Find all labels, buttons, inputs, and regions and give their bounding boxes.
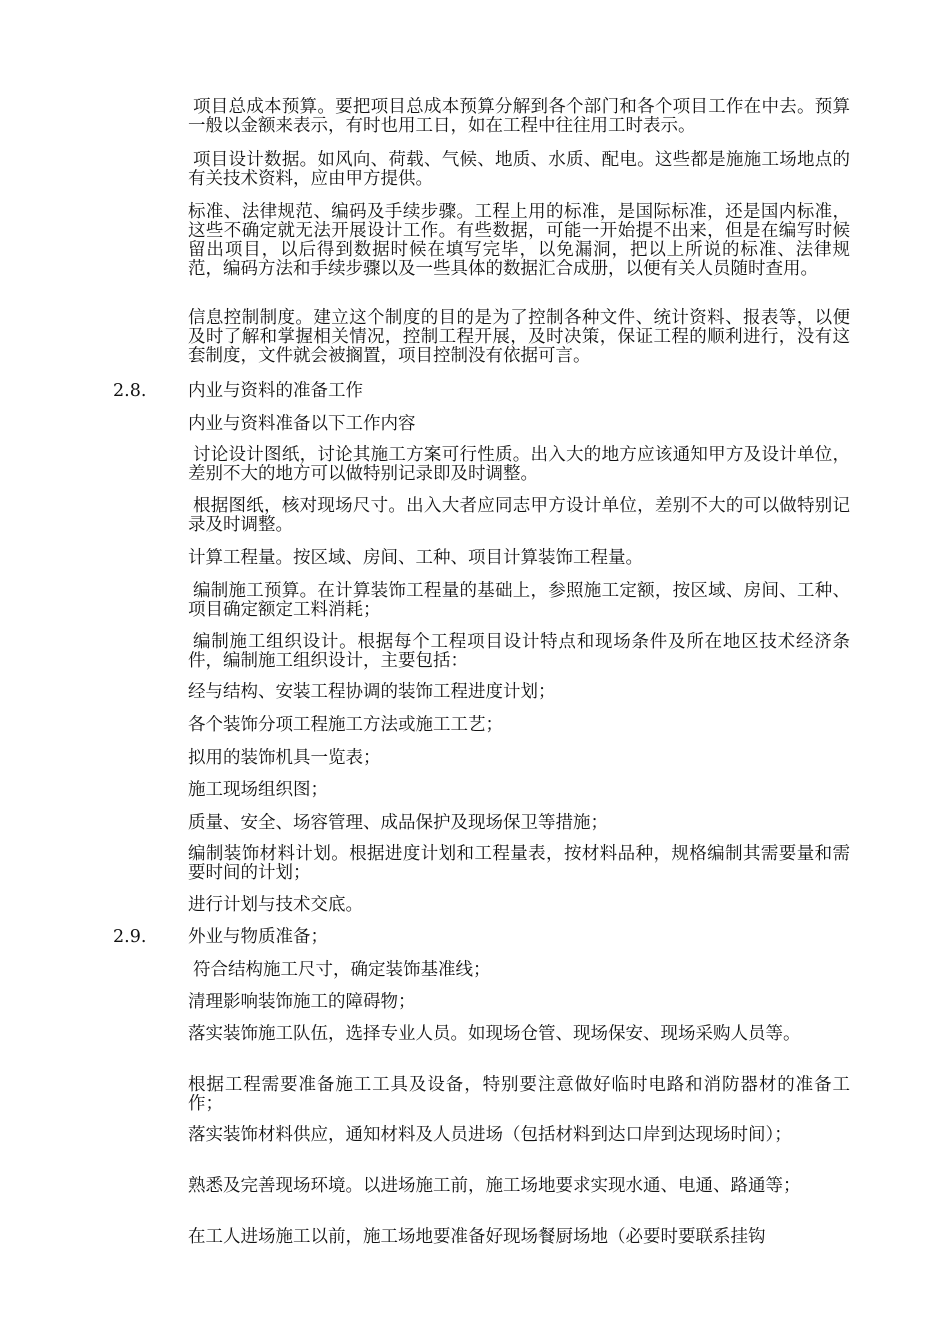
paragraph-information-control: 信息控制制度。建立这个制度的目的是为了控制各种文件、统计资料、报表等，以便及时了解和掌握相关情况，控制工程开展，及时决策，保证工程的顺利进行，没有这套制度，文件就会被搁置，项目控制没有依据可言。 — [188, 308, 850, 366]
list-item: 进行计划与技术交底。 — [188, 895, 363, 915]
list-item: 编制施工组织设计。根据每个工程项目设计特点和现场条件及所在地区技术经济条件，编制施工组织设计，主要包括： — [188, 632, 850, 671]
list-item: 讨论设计图纸，讨论其施工方案可行性质。出入大的地方应该通知甲方及设计单位，差别不大的地方可以做特别记录即及时调整。 — [188, 445, 850, 484]
list-item: 质量、安全、场容管理、成品保护及现场保卫等措施； — [188, 813, 608, 833]
list-item: 经与结构、安装工程协调的装饰工程进度计划； — [188, 682, 556, 702]
section-number: 2.8. — [113, 381, 147, 401]
list-item: 施工现场组织图； — [188, 780, 328, 800]
section-number: 2.9. — [113, 927, 147, 947]
list-item: 清理影响装饰施工的障碍物； — [188, 992, 416, 1012]
paragraph-standards: 标准、法律规范、编码及手续步骤。工程上用的标准，是国际标准，还是国内标准，这些不确定就无法开展设计工作。有些数据，可能一开始提不出来，但是在编写时候留出项目，以后得到数据时候在填写完毕，以免漏洞，把以上所说的标准、法律规范，编码方法和手续步骤以及一些具体的数据汇合成册，以便有关人员随时查用。 — [188, 202, 850, 279]
list-item: 在工人进场施工以前，施工场地要准备好现场餐厨场地（必要时要联系挂钩 — [188, 1227, 766, 1247]
list-item: 编制施工预算。在计算装饰工程量的基础上，参照施工定额，按区域、房间、工种、项目确定额定工料消耗； — [188, 581, 850, 620]
list-item: 内业与资料准备以下工作内容 — [188, 414, 416, 434]
section-title: 内业与资料的准备工作 — [188, 381, 363, 401]
list-item: 符合结构施工尺寸，确定装饰基准线； — [193, 960, 491, 980]
paragraph-project-budget: 项目总成本预算。要把项目总成本预算分解到各个部门和各个项目工作在中去。预算一般以金额来表示，有时也用工日，如在工程中往往用工时表示。 — [188, 97, 850, 136]
section-title: 外业与物质准备； — [188, 927, 328, 947]
list-item: 拟用的装饰机具一览表； — [188, 748, 381, 768]
list-item: 编制装饰材料计划。根据进度计划和工程量表，按材料品种，规格编制其需要量和需要时间的计划； — [188, 844, 850, 883]
list-item: 根据图纸，核对现场尺寸。出入大者应同志甲方设计单位，差别不大的可以做特别记录及时调整。 — [188, 496, 850, 535]
paragraph-design-data: 项目设计数据。如风向、荷载、气候、地质、水质、配电。这些都是施施工场地点的有关技术资料，应由甲方提供。 — [188, 150, 850, 189]
list-item: 熟悉及完善现场环境。以进场施工前，施工场地要求实现水通、电通、路通等； — [188, 1176, 801, 1196]
list-item: 落实装饰施工队伍，选择专业人员。如现场仓管、现场保安、现场采购人员等。 — [188, 1024, 801, 1044]
list-item: 计算工程量。按区域、房间、工种、项目计算装饰工程量。 — [188, 548, 643, 568]
list-item: 各个装饰分项工程施工方法或施工工艺； — [188, 715, 503, 735]
list-item: 根据工程需要准备施工工具及设备，特别要注意做好临时电路和消防器材的准备工作； — [188, 1075, 850, 1114]
list-item: 落实装饰材料供应，通知材料及人员进场（包括材料到达口岸到达现场时间）； — [188, 1125, 792, 1145]
